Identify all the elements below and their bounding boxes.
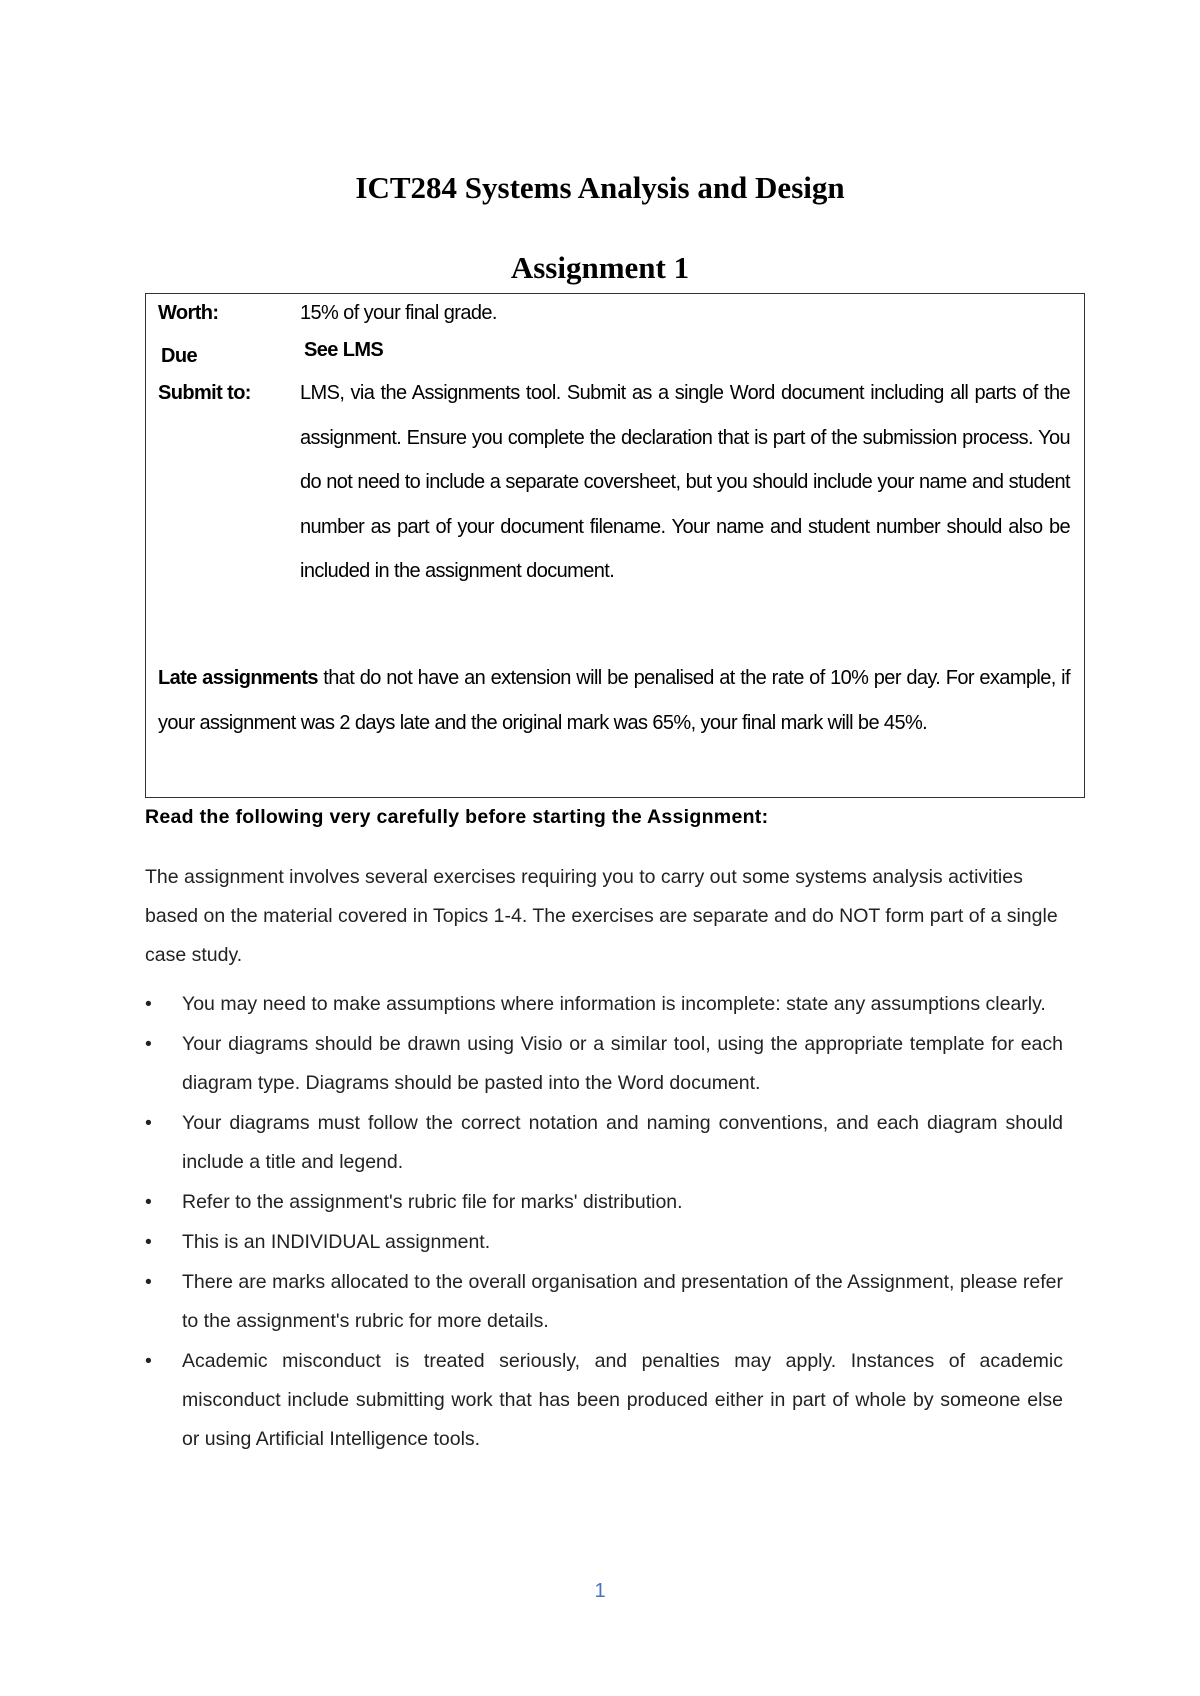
late-text: that do not have an extension will be penalised at the rate of 10% per day. For example, if your assignment was 2 days late and the original mark was 65%, your final mark will be 45%.: [158, 667, 1070, 734]
list-item: [145, 1263, 1063, 1341]
list-item: [145, 1025, 1063, 1103]
list-item-text: This is an INDIVIDUAL assignment.: [182, 1231, 491, 1253]
list-item-text: Your diagrams should be drawn using Visio or a similar tool, using the appropriate template for each diagram type. Diagrams should be pasted into the Word document.: [182, 1033, 1063, 1094]
list-item: [145, 1104, 1063, 1182]
list-item: [145, 1223, 1063, 1262]
bullet-icon: •: [145, 1033, 152, 1055]
bullet-icon: •: [145, 1112, 152, 1134]
list-item-text: You may need to make assumptions where information is incomplete: state any assumptions clearly.: [182, 993, 1046, 1015]
list-item-text: There are marks allocated to the overall organisation and presentation of the Assignment, please refer to the assignment's rubric for more details.: [182, 1271, 1063, 1332]
document-subtitle: Assignment 1: [510, 250, 690, 285]
assignment-info-box: [145, 293, 1085, 798]
late-policy: [158, 656, 1070, 745]
read-heading: Read the following very carefully before starting the Assignment:: [145, 806, 769, 828]
worth-label: Worth:: [158, 302, 219, 324]
document-title: ICT284 Systems Analysis and Design: [355, 170, 845, 205]
worth-value: 15% of your final grade.: [300, 302, 497, 324]
bullet-icon: •: [145, 1191, 152, 1213]
due-label: Due: [161, 345, 197, 367]
submit-label: Submit to:: [158, 382, 251, 404]
page-number: 1: [594, 1580, 606, 1602]
list-item: [145, 985, 1063, 1024]
bullet-icon: •: [145, 993, 152, 1015]
list-item-text: Refer to the assignment's rubric file for marks' distribution.: [182, 1191, 683, 1213]
list-item: [145, 1183, 1063, 1222]
list-item-text: Your diagrams must follow the correct notation and naming conventions, and each diagram should include a title and legend.: [182, 1112, 1063, 1173]
bullet-icon: •: [145, 1350, 152, 1372]
due-value: See LMS: [304, 339, 384, 361]
list-item-text: Academic misconduct is treated seriously, and penalties may apply. Instances of academic misconduct include submitting work that has been produced either in part of whole by someone else or using Artificial Intelligence tools.: [182, 1350, 1063, 1450]
bullet-icon: •: [145, 1231, 152, 1253]
list-item: [145, 1342, 1063, 1459]
bullet-icon: •: [145, 1271, 152, 1293]
late-bold: Late assignments: [158, 667, 318, 689]
intro-paragraph: The assignment involves several exercises requiring you to carry out some systems analysis activities based on the material covered in Topics 1-4. The exercises are separate and do NOT form part of a single case study.: [145, 866, 1058, 966]
submit-value: LMS, via the Assignments tool. Submit as a single Word document including all parts of the assignment. Ensure you complete the declaration that is part of the submission process. You do not need to include a separate coversheet, but you should include your name and student number as part of your document filename. Your name and student number should also be included in the assignment document.: [300, 382, 1070, 582]
instructions-list: [145, 985, 1063, 1460]
